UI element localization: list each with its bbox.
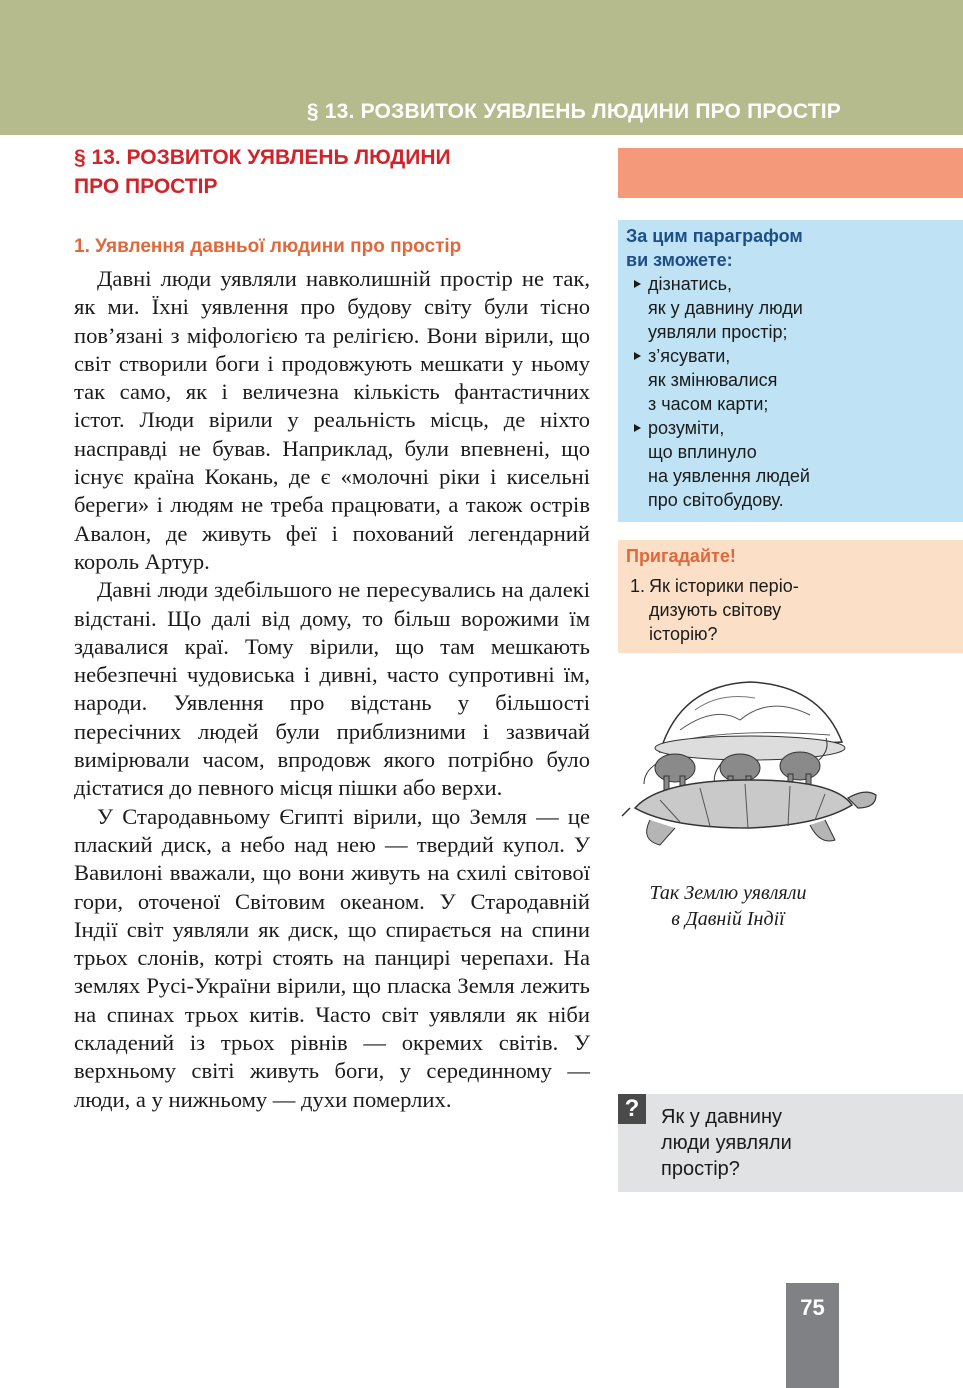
body-paragraph-1: Давні люди уявляли навколишній простір не так, як ми. Їхні уявлення про будову світу були тісно пов’язані з міфологією та релігією. Вони вірили, що світ створили боги і продовжують мешкати у ньому так само, як і величезна кількість фантастичних істот. Люди вірили у реальність місць, де ніхто насправді не бував. Наприклад, були впевнені, що існує країна Кокань, де є «молочні ріки і кисельні береги» і людям не треба працювати, а також острів Авалон, де живуть феї і похований легендарний король Артур. (74, 266, 590, 574)
figure-caption (618, 880, 838, 932)
goal-line: дізнатись, (648, 274, 732, 294)
goal-line: розуміти, (648, 418, 725, 438)
question-text (661, 1104, 792, 1182)
turtle-elephants-earth-illustration (620, 680, 880, 855)
goal-line: як змінювалися (648, 370, 778, 390)
goals-heading-line2: ви зможете: (626, 250, 733, 270)
question-box (618, 1094, 963, 1192)
question-mark-icon: ? (618, 1094, 646, 1124)
bullet-triangle-icon (634, 280, 641, 288)
bullet-triangle-icon (634, 352, 641, 360)
running-head: § 13. РОЗВИТОК УЯВЛЕНЬ ЛЮДИНИ ПРО ПРОСТІР (306, 100, 841, 123)
section-title (74, 143, 590, 201)
goal-line: з часом карти; (648, 394, 769, 414)
section-title-line1: § 13. РОЗВИТОК УЯВЛЕНЬ ЛЮДИНИ (74, 146, 451, 169)
recall-line: Як історики періо- (649, 576, 799, 596)
recall-heading: Пригадайте! (626, 546, 736, 566)
body-paragraph-3: У Стародавньому Єгипті вірили, що Земля — це плаский диск, а небо над нею — твердий купол. У Вавилоні вважали, що вони живуть на схилі світової гори, оточеної Світовим океаном. У Стародавній Індії світ уявляли як диск, що спирається на спини трьох слонів, котрі стоять на панцирі черепахи. На землях Русі-України вірили, що пласка Земля лежить на спинах трьох китів. Часто світ уявляли як ніби складений із трьох рівнів — окремих світів. У верхньому світі живуть боги, у серединному — люди, а у нижньому — духи померлих. (74, 803, 590, 1112)
section-title-line2: ПРО ПРОСТІР (74, 175, 218, 198)
page-number: 75 (800, 1295, 825, 1320)
main-column (74, 143, 590, 1114)
bullet-triangle-icon (634, 424, 641, 432)
recall-item (626, 574, 955, 646)
question-line: Як у давнину (661, 1106, 782, 1128)
goal-line: на уявлення людей (648, 466, 810, 486)
subsection-title: 1. Уявлення давньої людини про простір (74, 236, 462, 257)
recall-line: дизують світову (649, 600, 782, 620)
caption-line2: в Давній Індії (671, 908, 785, 930)
goal-line: що вплинуло (648, 442, 757, 462)
goals-heading-line1: За цим параграфом (626, 226, 803, 246)
goal-item (626, 272, 955, 344)
body-paragraph-2: Давні люди здебільшого не пересувались на далекі відстані. Що далі від дому, то більш ворожими їм здавалися краї. Тому вірили, що там мешкають небезпечні чудовиська і дивні, часто супротивні їм, народи. Уявлення про відстань у більшості пересічних людей були приблизними і зазвичай вимірювали часом, впродовж якого потрібно було дістатися до певного місця пішки або верхи. (74, 577, 590, 801)
goal-line: як у давнину люди (648, 298, 803, 318)
decorative-salmon-bar (618, 148, 963, 198)
goal-line: з’ясувати, (648, 346, 731, 366)
page-number-tab (786, 1283, 839, 1388)
question-line: люди уявляли (661, 1132, 792, 1154)
goals-heading (626, 224, 955, 272)
goal-line: про світобудову. (648, 490, 784, 510)
recall-number: 1. (630, 576, 646, 596)
caption-line1: Так Землю уявляли (649, 882, 807, 904)
goal-item (626, 416, 955, 512)
recall-box (618, 540, 963, 653)
goal-line: уявляли простір; (648, 322, 788, 342)
recall-line: історію? (649, 624, 718, 644)
question-line: простір? (661, 1158, 740, 1180)
goal-item (626, 344, 955, 416)
goals-box (618, 220, 963, 522)
goals-list (626, 272, 955, 512)
